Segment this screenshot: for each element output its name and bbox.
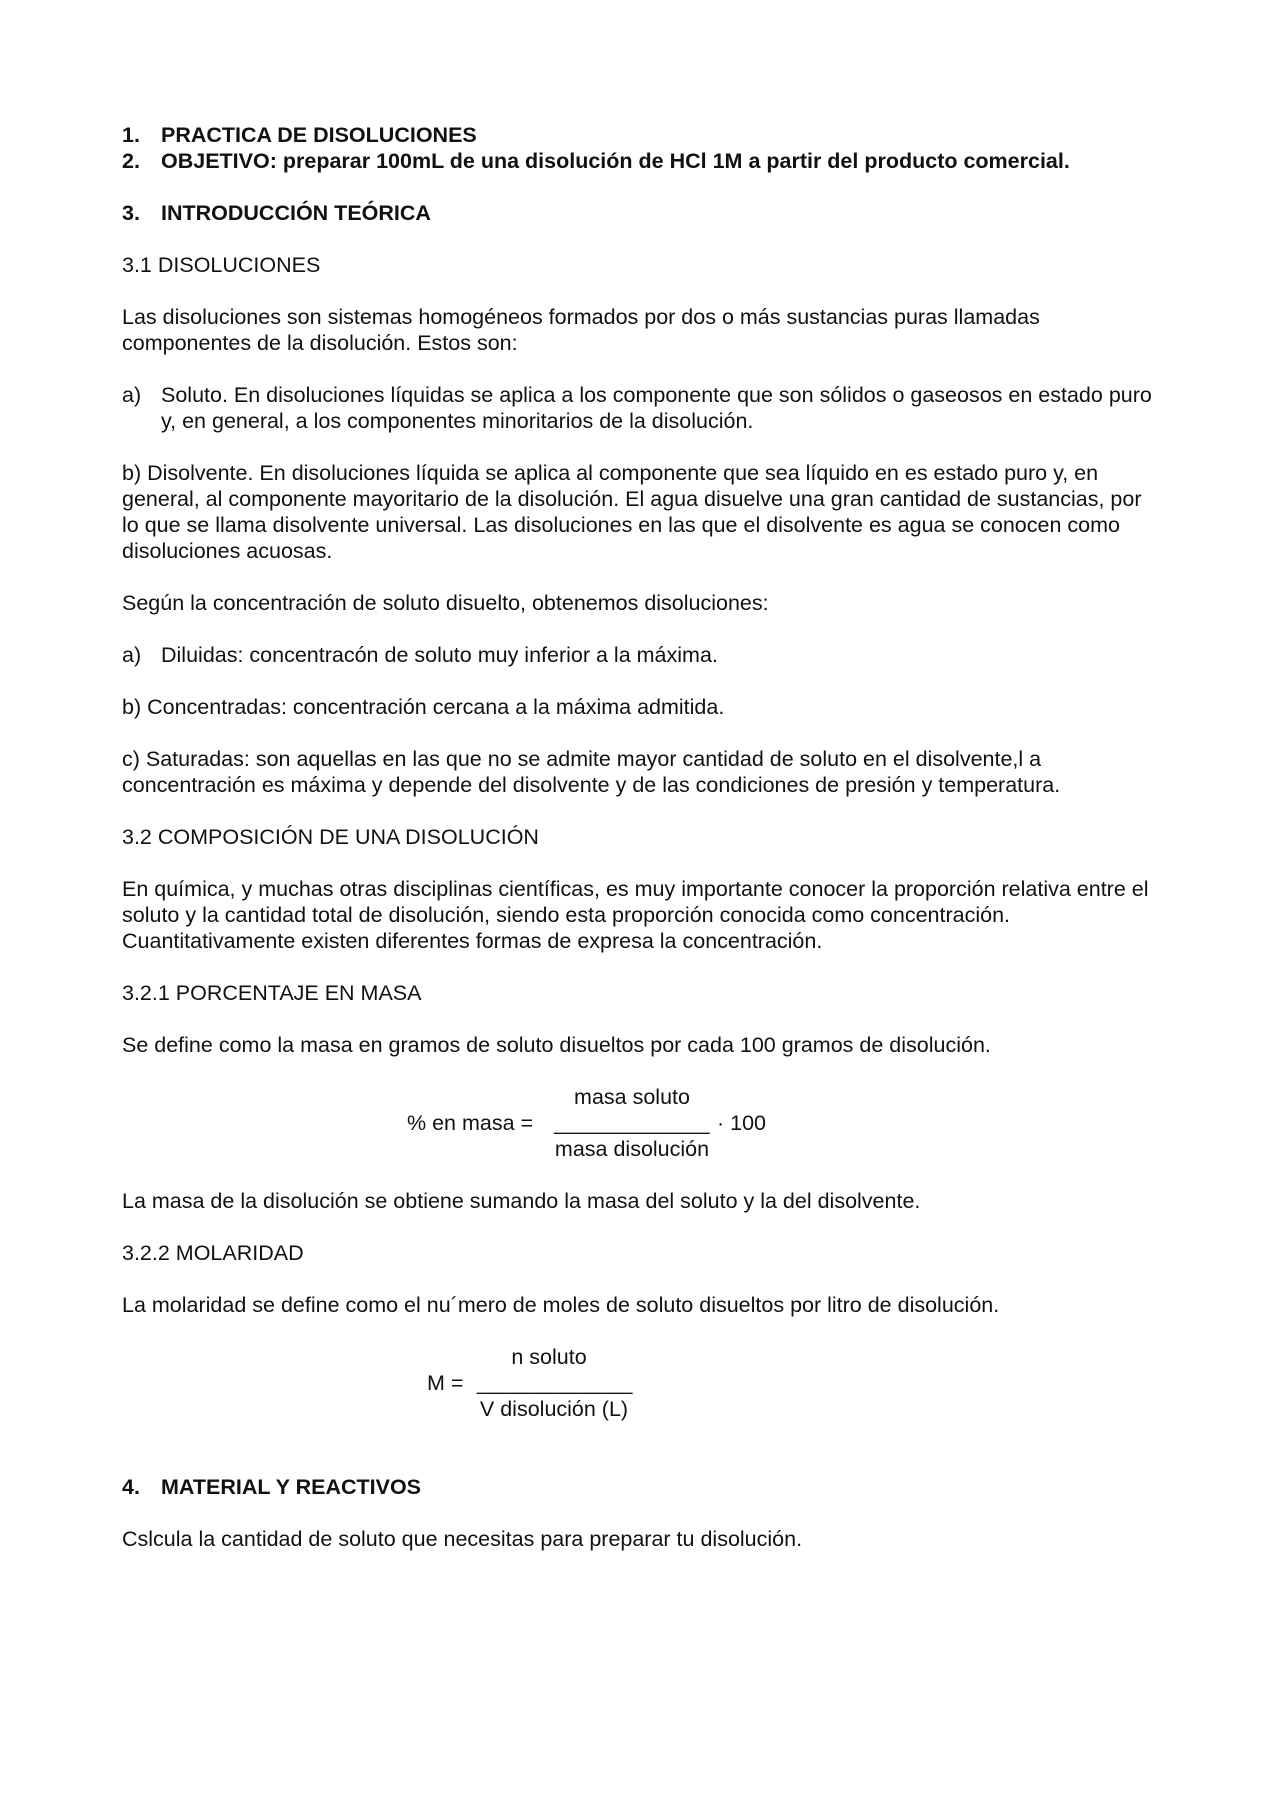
list-item-diluidas: [122, 642, 1162, 668]
formula-porcentaje-masa: [122, 1084, 1162, 1162]
heading-objetivo: [122, 148, 1162, 174]
formula-numerator: n soluto: [511, 1345, 587, 1369]
heading-title: MATERIAL Y REACTIVOS: [161, 1475, 422, 1499]
subheading-composicion: 3.2 COMPOSICIÓN DE UNA DISOLUCIÓN: [122, 825, 539, 849]
paragraph-concentradas: b) Concentradas: concentración cercana a la máxima admitida.: [122, 695, 725, 719]
list-marker: a): [122, 383, 142, 407]
list-text: Soluto. En disoluciones líquidas se aplica a los componente que son sólidos o gaseosos en estado puro y, en general, a los componentes minoritarios de la disolución.: [161, 383, 1152, 433]
document-content: [122, 122, 1162, 1552]
objetivo-text-part1: preparar 100mL de una disolución de: [276, 149, 670, 173]
paragraph-segun: Según la concentración de soluto disuelto, obtenemos disoluciones:: [122, 591, 769, 615]
paragraph-intro: Las disoluciones son sistemas homogéneos formados por dos o más sustancias puras llamadas componentes de la disolución. Estos son:: [122, 305, 1040, 355]
heading-number: 2.: [122, 149, 140, 173]
formula-rhs: · 100: [717, 1111, 767, 1135]
paragraph-calcula: Cslcula la cantidad de soluto que necesitas para preparar tu disolución.: [122, 1527, 803, 1551]
formula-denominator: V disolución (L): [479, 1397, 629, 1421]
heading-number: 1.: [122, 123, 140, 147]
objetivo-text: [161, 148, 1162, 174]
heading-number: 3.: [122, 201, 140, 225]
paragraph-saturadas: c) Saturadas: son aquellas en las que no se admite mayor cantidad de soluto en el disolvente,l a concentración es máxima y depende del disolvente y de las condiciones de presión y temperatura.: [122, 747, 1061, 797]
paragraph-quimica: En química, y muchas otras disciplinas científicas, es muy importante conocer la proporción relativa entre el soluto y la cantidad total de disolución, siendo esta proporción conocida como concentración. Cuantitativamente existen diferentes formas de expresa la concentración.: [122, 877, 1149, 953]
list-marker: a): [122, 643, 142, 667]
objetivo-hcl: HCl 1M: [669, 149, 743, 173]
subheading-molaridad: 3.2.2 MOLARIDAD: [122, 1241, 304, 1265]
formula-fraction-line: _____________: [554, 1111, 710, 1135]
heading-practica: [122, 122, 1162, 148]
heading-material: [122, 1474, 1162, 1500]
heading-introduccion: [122, 200, 1162, 226]
objetivo-label: OBJETIVO:: [161, 149, 277, 173]
formula-numerator: masa soluto: [574, 1085, 690, 1109]
heading-title: PRACTICA DE DISOLUCIONES: [161, 123, 477, 147]
objetivo-text-part2: a partir del producto comercial.: [742, 149, 1070, 173]
paragraph-define-masa: Se define como la masa en gramos de soluto disueltos por cada 100 gramos de disolución.: [122, 1033, 991, 1057]
heading-number: 4.: [122, 1475, 140, 1499]
formula-lhs: M =: [427, 1371, 464, 1395]
paragraph-molaridad: La molaridad se define como el nu´mero de moles de soluto disueltos por litro de disolución.: [122, 1293, 1000, 1317]
formula-denominator: masa disolución: [554, 1137, 710, 1161]
subheading-porcentaje-masa: 3.2.1 PORCENTAJE EN MASA: [122, 981, 422, 1005]
formula-lhs: % en masa =: [407, 1111, 534, 1135]
heading-title: INTRODUCCIÓN TEÓRICA: [161, 201, 431, 225]
formula-molaridad: [122, 1344, 1162, 1422]
formula-fraction-line: _____________: [477, 1371, 633, 1395]
paragraph-masa-obtiene: La masa de la disolución se obtiene sumando la masa del soluto y la del disolvente.: [122, 1189, 921, 1213]
paragraph-disolvente: b) Disolvente. En disoluciones líquida se aplica al componente que sea líquido en es estado puro y, en general, al componente mayoritario de la disolución. El agua disuelve una gran cantidad de sustancias, por lo que se llama disolvente universal. Las disoluciones en las que el disolvente es agua se conocen como disoluciones acuosas.: [122, 461, 1142, 563]
list-item-soluto: [122, 382, 1162, 434]
subheading-disoluciones: 3.1 DISOLUCIONES: [122, 253, 321, 277]
list-text: Diluidas: concentracón de soluto muy inferior a la máxima.: [161, 643, 718, 667]
